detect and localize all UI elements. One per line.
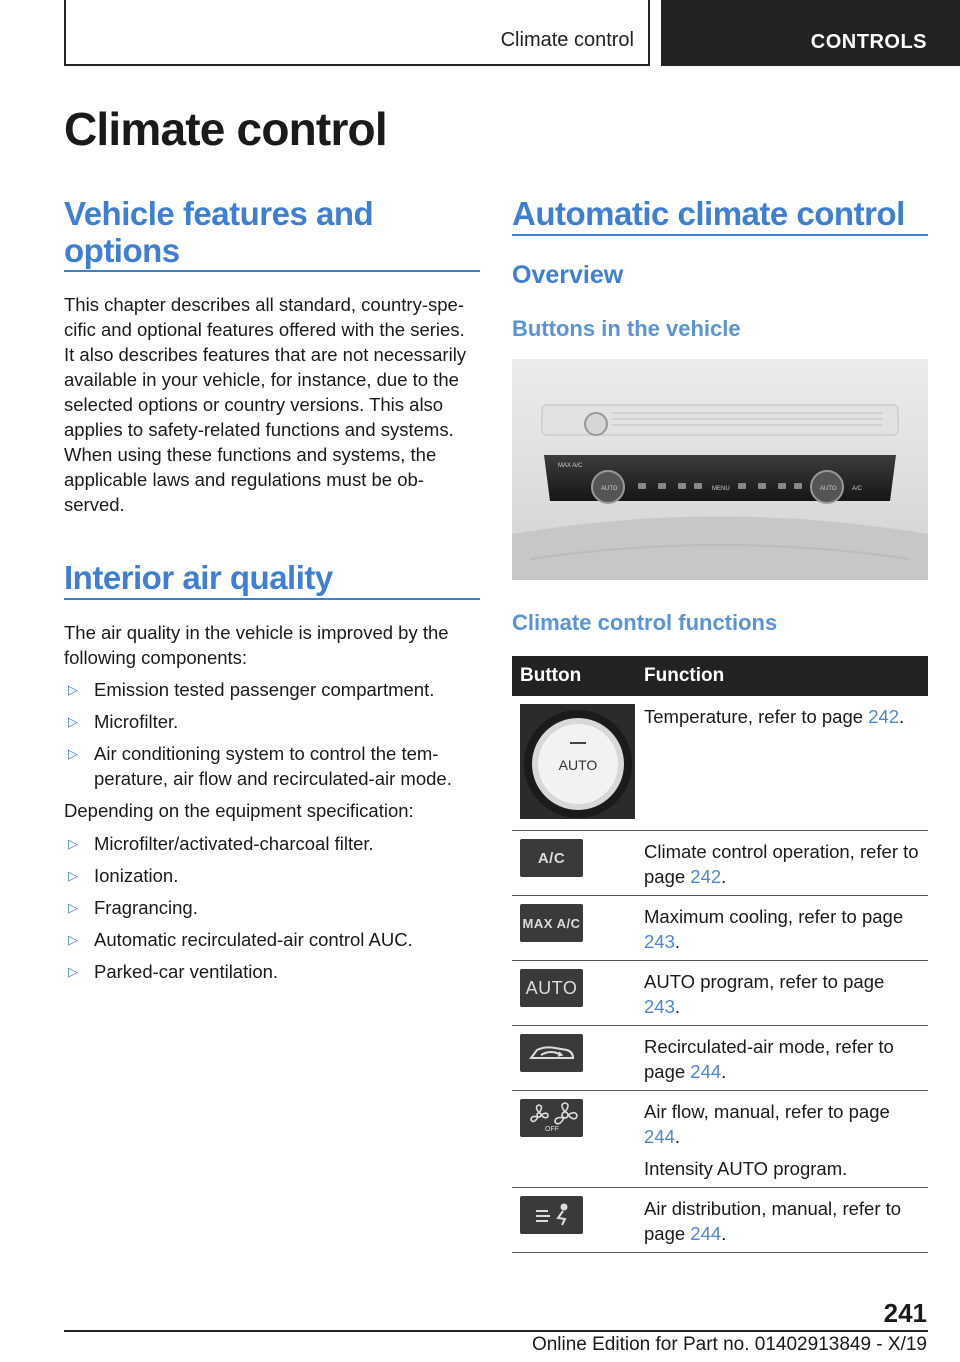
recirculation-button-icon (520, 1034, 583, 1072)
table-row (512, 1091, 928, 1188)
equipment-dependency-text: Depending on the equipment specification: (64, 800, 414, 821)
svg-text:OFF: OFF (544, 1126, 559, 1133)
climate-panel-illustration (512, 359, 928, 580)
svg-text:AUTO: AUTO (820, 486, 837, 492)
chapter-label: CONTROLS (810, 31, 927, 53)
running-header-section: Climate control (500, 29, 634, 51)
air-quality-list (64, 677, 480, 798)
bullet-triangle-icon: ▷ (68, 714, 78, 729)
page-link[interactable]: 242 (690, 866, 722, 887)
heading-automatic-climate-control: Automatic climate control (512, 195, 905, 232)
heading-buttons-in-vehicle: Buttons in the vehicle (512, 316, 741, 341)
max-ac-button-icon: MAX A/C (520, 904, 583, 942)
function-text: AUTO program, refer to page 243. (644, 971, 885, 1017)
footer-rule (64, 1330, 928, 1332)
climate-functions-table (512, 656, 928, 1253)
svg-text:A/C: A/C (852, 486, 863, 492)
heading-rule (64, 270, 480, 272)
bullet-triangle-icon: ▷ (68, 746, 78, 761)
page-link[interactable]: 243 (644, 996, 675, 1017)
table-row (512, 1188, 928, 1253)
function-text: Air flow, manual, refer to page 244. (644, 1101, 890, 1147)
list-item: ▷ Microfilter/activated-charcoal filter. (68, 833, 374, 854)
table-row (512, 696, 928, 831)
list-item: ▷ Fragrancing. (68, 897, 198, 918)
fan-button-icon (520, 1099, 583, 1137)
heading-vehicle-features: Vehicle features and options (64, 195, 374, 269)
svg-text:AUTO: AUTO (558, 757, 598, 773)
function-text: Climate control operation, refer to page 242. (644, 841, 919, 887)
heading-climate-functions: Climate control functions (512, 610, 778, 635)
heading-air-quality: Interior air quality (64, 559, 333, 596)
table-row (512, 961, 928, 1026)
temperature-knob-icon (520, 704, 635, 819)
heading-rule (64, 598, 480, 600)
list-item: ▷ Air conditioning system to control the tem-perature, air flow and recirculated-air mode. (68, 743, 452, 789)
table-header (512, 656, 928, 696)
list-item: ▷ Microfilter. (68, 711, 179, 732)
svg-text:MENU: MENU (712, 486, 730, 492)
svg-text:AUTO: AUTO (601, 486, 618, 492)
list-item: ▷ Emission tested passenger compartment. (68, 679, 435, 700)
bullet-triangle-icon: ▷ (68, 682, 78, 697)
function-text: Recirculated-air mode, refer to page 244. (644, 1036, 894, 1082)
climate-panel-photo (512, 359, 928, 580)
auto-button-icon: AUTO (520, 969, 583, 1007)
optional-equipment-list (64, 831, 480, 991)
table-row (512, 896, 928, 961)
function-text: Air distribution, manual, refer to page 244. (644, 1198, 902, 1244)
function-text: Temperature, refer to page 242. (644, 706, 905, 727)
table-row (512, 831, 928, 896)
page-link[interactable]: 243 (644, 931, 675, 952)
air-quality-intro: The air quality in the vehicle is improved by the following components: (64, 622, 449, 668)
air-distribution-button-icon (520, 1196, 583, 1234)
bullet-triangle-icon: ▷ (68, 932, 78, 947)
bullet-triangle-icon: ▷ (68, 900, 78, 915)
svg-text:MAX A/C: MAX A/C (558, 463, 583, 469)
page-link[interactable]: 244 (690, 1223, 722, 1244)
heading-overview: Overview (512, 261, 624, 289)
edition-footer: Online Edition for Part no. 01402913849 - X/19 (531, 1334, 927, 1355)
list-item: ▷ Parked-car ventilation. (68, 961, 279, 982)
function-note: Intensity AUTO program. (644, 1158, 848, 1179)
chapter-tab (661, 0, 960, 66)
heading-rule (512, 234, 928, 236)
page-number: 241 (883, 1298, 927, 1328)
bullet-triangle-icon: ▷ (68, 836, 78, 851)
ac-button-icon: A/C (520, 839, 583, 877)
column-header-button: Button (520, 665, 582, 686)
page-link[interactable]: 244 (644, 1126, 675, 1147)
page-link[interactable]: 244 (690, 1061, 722, 1082)
page-link[interactable]: 242 (868, 706, 900, 727)
column-header-function: Function (644, 665, 725, 686)
list-item: ▷ Automatic recirculated-air control AUC. (68, 929, 413, 950)
bullet-triangle-icon: ▷ (68, 868, 78, 883)
list-item: ▷ Ionization. (68, 865, 179, 886)
bullet-triangle-icon: ▷ (68, 964, 78, 979)
page-title: Climate control (64, 103, 387, 155)
table-row (512, 1026, 928, 1091)
function-text: Maximum cooling, refer to page 243. (644, 906, 904, 952)
running-header-box (64, 0, 650, 66)
vehicle-features-text: This chapter describes all standard, country-spe-cific and optional features offered with the series. It also describes features that are not necessarily available in your vehicle, for instance, due to the selected options or country versions. This also applies to safety-related functions and systems. When using these functions and systems, the applicable laws and regulations must be ob-served. (64, 294, 467, 515)
